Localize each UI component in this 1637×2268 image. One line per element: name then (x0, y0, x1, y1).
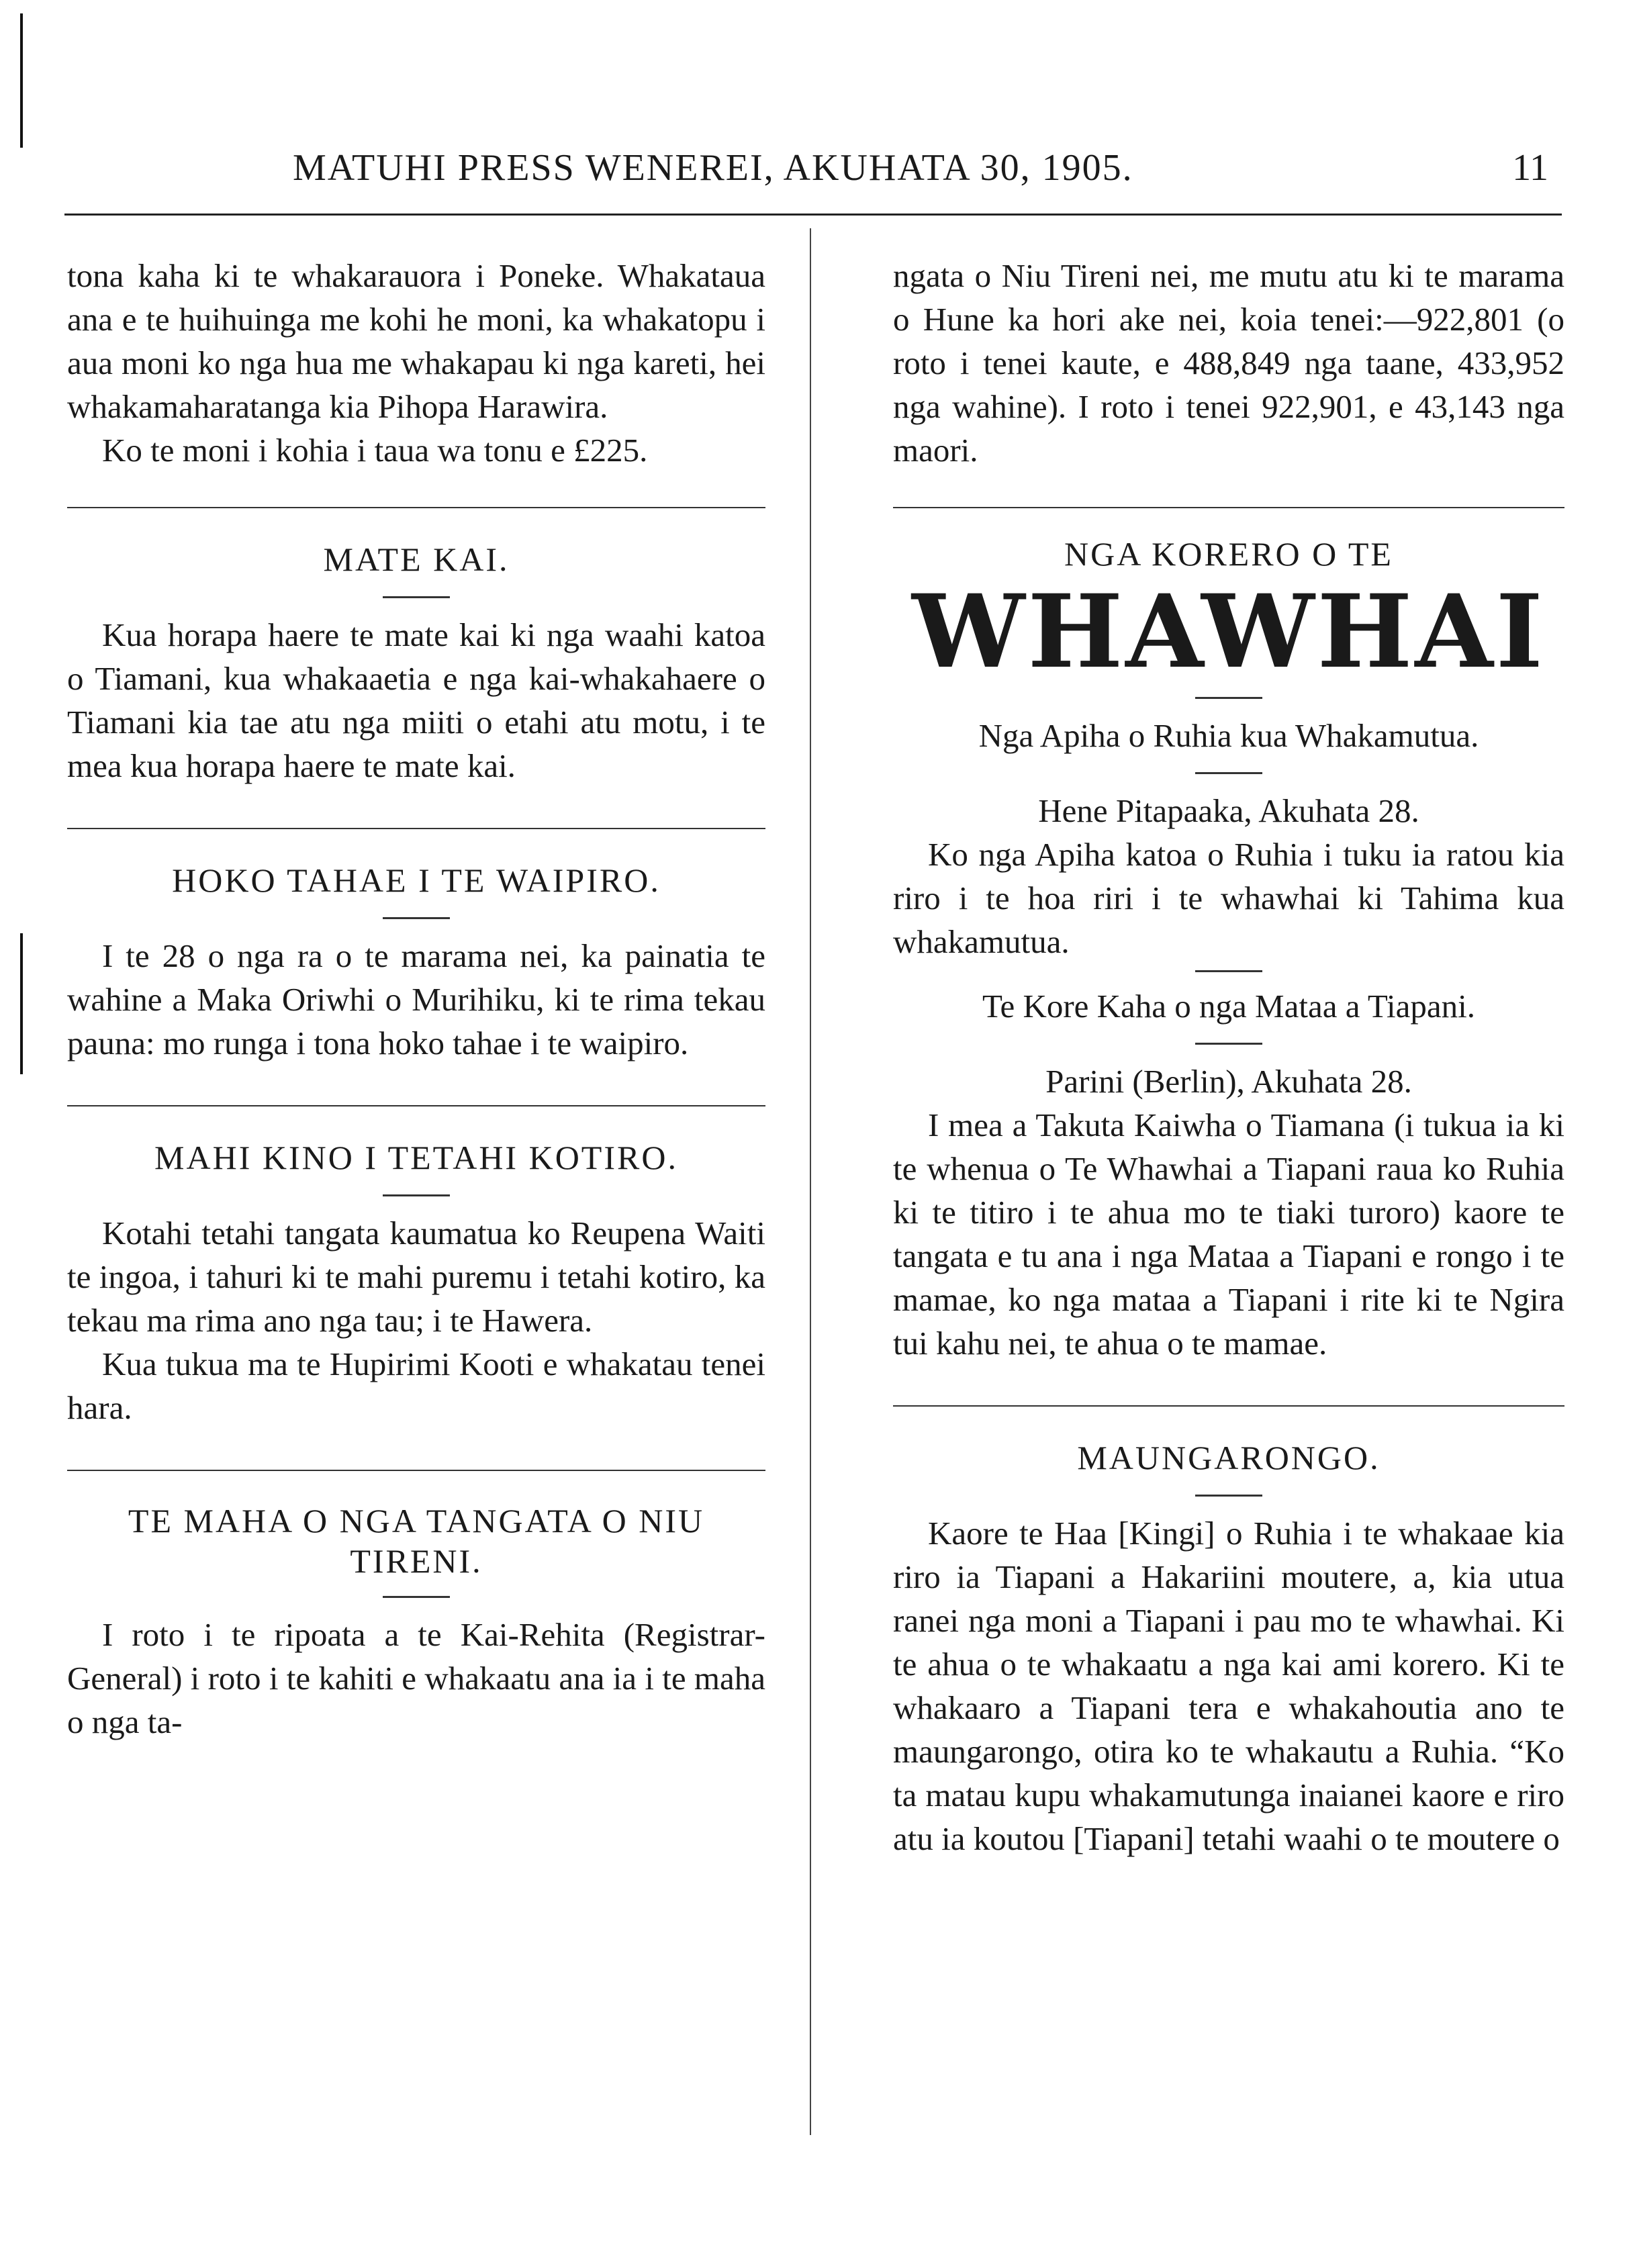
story-dateline: Hene Pitapaaka, Akuhata 28. (1038, 792, 1419, 829)
left-column (67, 254, 765, 1744)
article-paragraph: I mea a Takuta Kaiwha o Tiamana (i tukua ia ki te whenua o Te Whawhai a Tiapani raua ko Ruhia ki te titiro i te ahua mo te tiaki turoro) kaore te tangata e tu ana i nga Mataa a Tiapani e rongo i te mamae, ko nga mataa a Tiapani i rite ki te Ngira tui kahu nei, te ahua o te mamae. (893, 1106, 1564, 1362)
section-heading: MAUNGARONGO. (1077, 1439, 1381, 1476)
page-header (64, 146, 1562, 200)
column-divider (810, 228, 811, 2135)
right-column (893, 254, 1564, 1860)
heading-rule (1195, 1495, 1262, 1497)
page-edge-rule-top (20, 13, 23, 148)
section-rule (67, 1470, 765, 1471)
war-heading: WHAWHAI (912, 573, 1546, 691)
story-subhead: Nga Apiha o Ruhia kua Whakamutua. (978, 717, 1479, 754)
section-rule (67, 1105, 765, 1106)
page-edge-rule-bottom (20, 933, 23, 1074)
header-rule (64, 214, 1562, 216)
article-paragraph: Ko nga Apiha katoa o Ruhia i tuku ia ratou kia riro i te hoa riri i te whawhai ki Tahima kua whakamutua. (893, 836, 1564, 960)
section-rule (67, 507, 765, 508)
masthead-title: MATUHI PRESS WENEREI, AKUHATA 30, 1905. (293, 147, 1133, 189)
story-subhead: Te Kore Kaha o nga Mataa a Tiapani. (982, 988, 1476, 1025)
article-paragraph: Kua tukua ma te Hupirimi Kooti e whakatau tenei hara. (67, 1345, 765, 1426)
section-rule (893, 507, 1564, 508)
section-heading: MAHI KINO I TETAHI KOTIRO. (154, 1139, 678, 1176)
war-kicker: NGA KORERO O TE (1064, 535, 1393, 573)
heading-rule (1195, 697, 1262, 699)
story-dateline: Parini (Berlin), Akuhata 28. (1045, 1063, 1412, 1100)
heading-rule (383, 1596, 450, 1598)
article-paragraph: ngata o Niu Tireni nei, me mutu atu ki te marama o Hune ka hori ake nei, koia tenei:—922,801 (o roto i tenei kaute, e 488,849 nga taane, 433,952 nga wahine). I roto i tenei 922,901, e 43,143 nga maori. (893, 257, 1564, 469)
page-number: 11 (1512, 147, 1548, 189)
heading-rule (383, 917, 450, 919)
article-paragraph: Kaore te Haa [Kingi] o Ruhia i te whakaae kia riro ia Tiapani a Hakariini moutere, a, kia utua ranei nga moni a Tiapani i pau mo te whawhai. Ki te ahua o te whakaatu a nga kai ami korero. Ki te whakaaro a Tiapani tera e whakahoutia ano te maungarongo, otira ko te whakautu a Ruhia. “Ko ta matau kupu whakamutunga inaianei kaore e riro atu ia koutou [Tiapani] tetahi waahi o te moutere o (893, 1515, 1564, 1857)
heading-rule (1195, 970, 1262, 972)
article-paragraph: Ko te moni i kohia i taua wa tonu e £225. (102, 432, 648, 469)
article-paragraph: Kua horapa haere te mate kai ki nga waahi katoa o Tiamani, kua whakaaetia e nga kai-whakahaere o Tiamani kia tae atu nga miiti o etahi atu motu, i te mea kua horapa haere te mate kai. (67, 616, 765, 784)
section-heading: MATE KAI. (323, 540, 510, 578)
article-paragraph: tona kaha ki te whakarauora i Poneke. Whakataua ana e te huihuinga me kohi he moni, ka whakatopu i aua moni ko nga hua me whakapau ki nga kareti, hei whakamaharatanga kia Pihopa Harawira. (67, 257, 765, 425)
article-paragraph: I te 28 o nga ra o te marama nei, ka painatia te wahine a Maka Oriwhi o Murihiku, ki te rima tekau pauna: mo runga i tona hoko tahae i te waipiro. (67, 937, 765, 1061)
heading-rule (1195, 772, 1262, 774)
article-paragraph: I roto i te ripoata a te Kai-Rehita (Registrar-General) i roto i te kahiti e whakaatu ana ia i te maha o nga ta- (67, 1616, 765, 1740)
article-paragraph: Kotahi tetahi tangata kaumatua ko Reupena Waiti te ingoa, i tahuri ki te mahi puremu i tetahi kotiro, ka tekau ma rima ano nga tau; i te Hawera. (67, 1215, 765, 1339)
section-heading: HOKO TAHAE I TE WAIPIRO. (172, 861, 661, 899)
section-heading: TE MAHA O NGA TANGATA O NIU TIRENI. (128, 1502, 705, 1580)
section-rule (67, 828, 765, 829)
heading-rule (383, 596, 450, 598)
section-rule (893, 1405, 1564, 1407)
heading-rule (383, 1194, 450, 1196)
heading-rule (1195, 1043, 1262, 1045)
